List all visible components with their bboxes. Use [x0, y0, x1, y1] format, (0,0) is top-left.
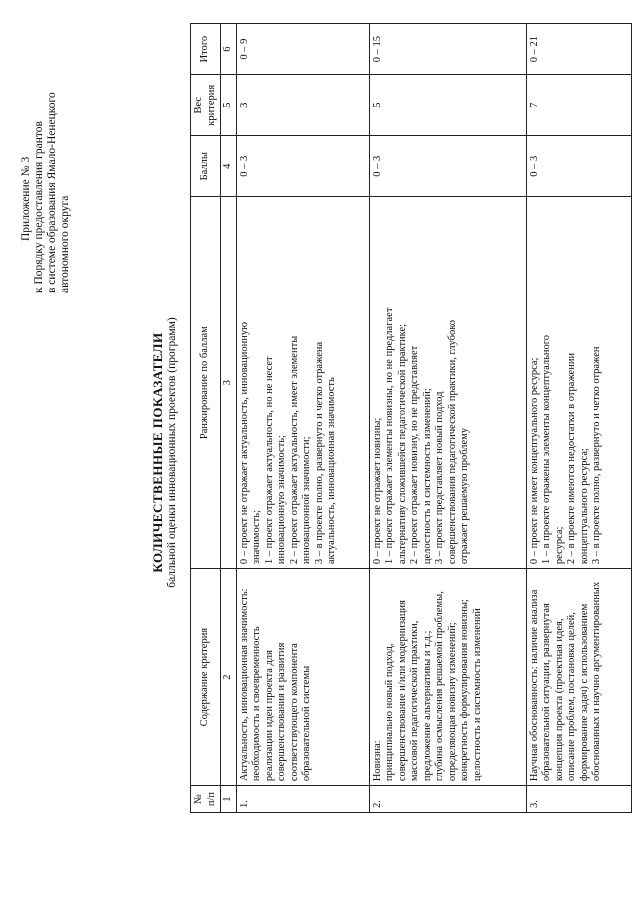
ranking-line: 3 – проект представляет новый подход	[434, 391, 445, 565]
header-cell: Ранжирование по баллам	[191, 197, 221, 569]
criterion-cell	[236, 569, 369, 786]
ranking-line: концептуального ресурса;	[578, 448, 590, 565]
header-line: автономного округа	[59, 195, 71, 293]
criterion-line: формирование задач) с использованием	[578, 603, 590, 782]
header-line: в системе образования Ямало-Ненецкого	[46, 92, 58, 293]
column-number: 2	[221, 569, 237, 786]
criterion-line: образовательной ситуации, развернутая	[541, 603, 552, 782]
criterion-line: конкретность формулирования новизны;	[459, 599, 470, 782]
table-row	[236, 24, 369, 813]
criterion-line: обоснованных и научно аргументированных	[591, 581, 602, 782]
criterion-line: совершенствование и/или модернизация	[396, 600, 408, 782]
ranking-line: 2 – в проекте имеются недостатки в отражении	[566, 352, 577, 565]
ranking-line: 0 – проект не отражает актуальность, инновационную	[238, 322, 250, 565]
criterion-line: глубина осмысления решаемой проблемы,	[434, 591, 445, 782]
ranking-line: 3 – в проекте полно, развернуто и четко отражена	[313, 341, 325, 565]
table-row	[369, 24, 526, 813]
table-row	[526, 24, 631, 813]
total-cell: 0 – 21	[526, 24, 631, 75]
column-number: 1	[221, 786, 237, 813]
weight-cell: 3	[236, 75, 369, 136]
criterion-line: концепция проекта (проектная идея,	[553, 618, 565, 782]
points-cell: 0 – 3	[526, 136, 631, 197]
ranking-line: совершенствования педагогической практики, глубоко	[446, 319, 458, 565]
points-cell: 0 – 3	[236, 136, 369, 197]
ranking-cell	[236, 197, 369, 569]
criterion-cell	[369, 569, 526, 786]
criterion-cell	[526, 569, 631, 786]
header-cell: Вес критерия	[191, 75, 221, 136]
criterion-line: Актуальность, инновационная значимость:	[238, 588, 250, 782]
criterion-line: определяющая новизну изменений;	[446, 622, 458, 782]
criterion-line: совершенствования и развития	[276, 642, 287, 782]
appendix-header	[20, 13, 72, 293]
column-number-row	[221, 24, 237, 813]
column-number: 5	[221, 75, 237, 136]
ranking-line: инновационной значимости;	[301, 436, 312, 565]
criterion-line: реализации идеи проекта для	[263, 650, 275, 782]
column-number: 6	[221, 24, 237, 75]
total-cell: 0 – 15	[369, 24, 526, 75]
criterion-line: Научная обоснованность: наличие анализа	[528, 589, 540, 782]
column-number: 3	[221, 197, 237, 569]
document-subtitle: балльной оценки инновационных проектов (программ)	[166, 317, 178, 588]
ranking-line: 1 – проект отражает актуальность, но не несет	[263, 356, 275, 565]
criterion-line: предложение альтернативы и т.д.;	[421, 630, 433, 782]
ranking-line: отражает решаемую проблему	[459, 427, 470, 565]
ranking-line: целостность и системность изменений;	[421, 388, 433, 565]
points-cell: 0 – 3	[369, 136, 526, 197]
row-number: 1.	[236, 786, 369, 813]
ranking-line: 0 – проект не отражает новизны;	[371, 417, 383, 565]
header-cell: Баллы	[191, 136, 221, 197]
ranking-line: ресурса;	[553, 526, 565, 565]
ranking-line: 1 – проект отражает элементы новизны, но не предлагает	[384, 307, 395, 565]
ranking-line: 0 – проект не имеет концептуального ресурса;	[528, 357, 540, 565]
criterion-line: описание проблем, постановка целей,	[566, 612, 577, 782]
ranking-line: 2 – проект отражает новизну, но не представляет	[409, 345, 420, 565]
criterion-line: принципиально новый подход,	[384, 643, 395, 782]
header-cell: Содержание критерия	[191, 569, 221, 786]
ranking-cell	[369, 197, 526, 569]
criterion-line: целостность и системность изменений	[471, 608, 483, 782]
criteria-table	[190, 23, 632, 813]
document-title: КОЛИЧЕСТВЕННЫЕ ПОКАЗАТЕЛИ	[150, 332, 165, 573]
appendix-number: Приложение № 3	[20, 156, 32, 241]
criterion-line: образовательной системы	[301, 665, 312, 782]
weight-cell: 7	[526, 75, 631, 136]
criterion-line: необходимость и своевременность	[251, 626, 262, 782]
column-number: 4	[221, 136, 237, 197]
table-header-row	[191, 24, 221, 813]
ranking-line: актуальность, инновационная значимость	[326, 377, 337, 565]
header-line: к Порядку предоставления грантов	[33, 121, 45, 293]
ranking-cell	[526, 197, 631, 569]
ranking-line: альтернативу сложившейся педагогической практике;	[396, 323, 408, 565]
header-cell: № п/п	[191, 786, 221, 813]
ranking-line: 1 – в проекте отражены элементы концептуального	[541, 334, 552, 565]
criterion-line: массовой педагогической практики,	[409, 620, 420, 782]
ranking-line: значимость;	[251, 510, 262, 565]
ranking-line: 2 – проект отражает актуальность, имеет элементы	[288, 335, 300, 565]
weight-cell: 5	[369, 75, 526, 136]
row-number: 2.	[369, 786, 526, 813]
criterion-line: Новизна:	[371, 740, 383, 782]
row-number: 3.	[526, 786, 631, 813]
total-cell: 0 – 9	[236, 24, 369, 75]
header-cell: Итого	[191, 24, 221, 75]
ranking-line: инновационную значимость;	[276, 435, 287, 565]
criterion-line: соответствующего компонента	[288, 643, 300, 782]
ranking-line: 3 – в проекте полно, развернуто и четко отражен	[591, 346, 602, 565]
